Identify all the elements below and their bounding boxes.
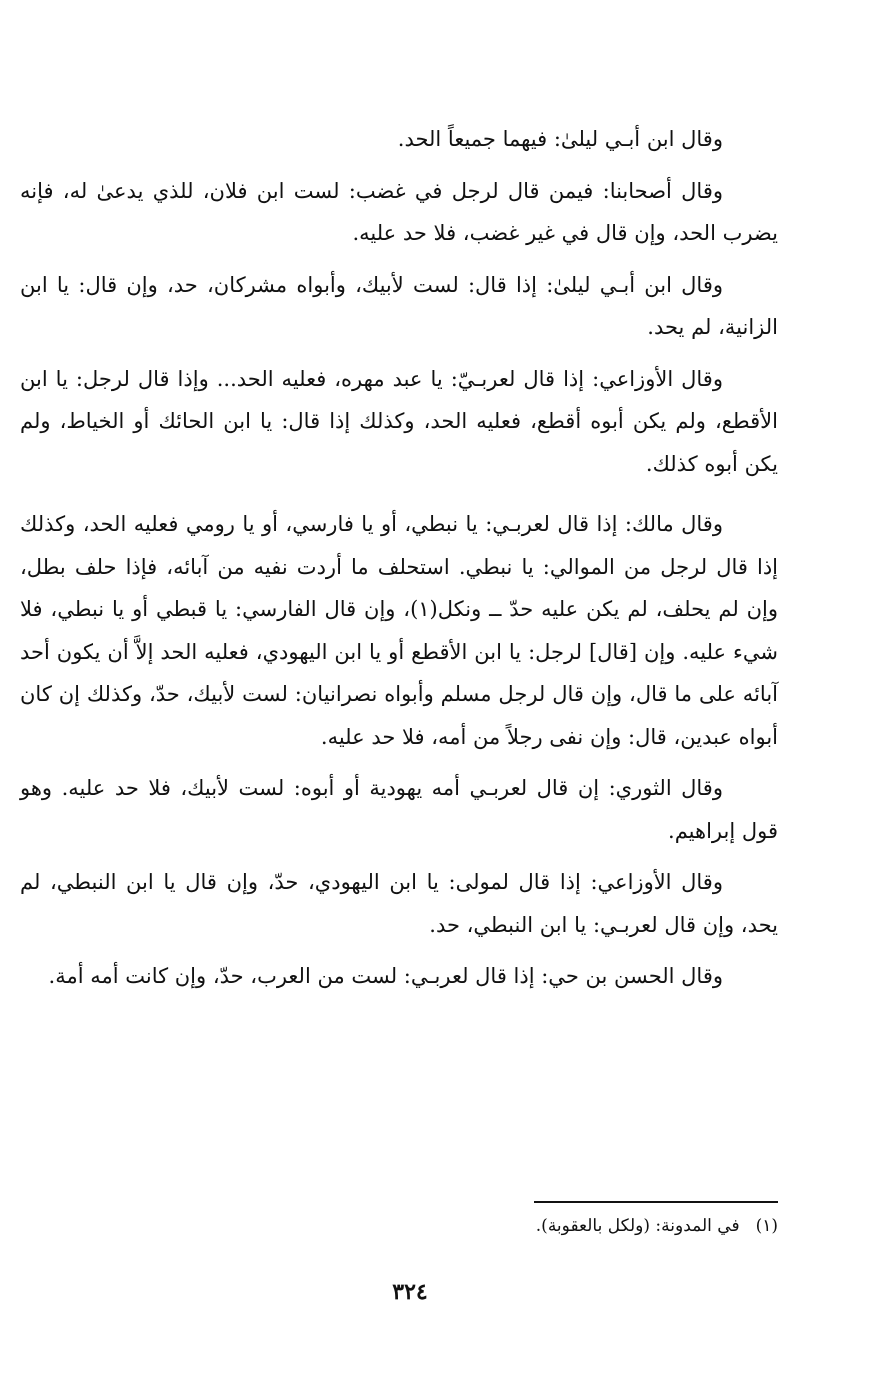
paragraph-3: وقال ابن أبـي ليلىٰ: إذا قال: لست لأبيك، وأبواه مشركان، حد، وإن قال: يا ابن الزانية، لم يحد. (20, 272, 778, 339)
footnote-number: (١) (755, 1216, 778, 1236)
paragraph-8: وقال الحسن بن حي: إذا قال لعربـي: لست من العرب، حدّ، وإن كانت أمه أمة. (48, 964, 723, 988)
paragraph-5: وقال مالك: إذا قال لعربـي: يا نبطي، أو يا فارسي، أو يا رومي فعليه الحد، وكذلك إذا قال لرجل من الموالي: يا نبطي. استحلف ما أردت نفيه من آبائه، فإذا حلف بطل، وإن لم يحلف، لم يكن عليه حدّ ــ ونكل(١)، وإن قال الفارسي: يا قبطي أو يا نبطي، فلا شيء عليه. وإن [قال] لرجل: يا ابن الأقطع أو يا ابن اليهودي، فعليه الحد إلاَّ أن يكون أحد آبائه على ما قال، وإن قال لرجل مسلم وأبواه نصرانيان: لست لأبيك، حدّ، وكذلك إن كان أبواه عبدين، قال: وإن نفى رجلاً من أمه، فلا حد عليه. (20, 512, 778, 749)
paragraph-6: وقال الثوري: إن قال لعربـي أمه يهودية أو أبوه: لست لأبيك، فلا حد عليه. وهو قول إبراهيم. (20, 776, 778, 843)
footnote-text: في المدونة: (ولكل بالعقوبة). (535, 1216, 740, 1236)
paragraph-4: وقال الأوزاعي: إذا قال لعربـيّ: يا عبد مهره، فعليه الحد... وإذا قال لرجل: يا ابن الأقطع، ولم يكن أبوه أقطع، فعليه الحد، وكذلك إذا قال: يا ابن الحائك أو الخياط، ولم يكن أبوه كذلك. (20, 366, 778, 476)
paragraph-1: وقال ابن أبـي ليلىٰ: فيهما جميعاً الحد. (397, 127, 723, 151)
paragraph-7: وقال الأوزاعي: إذا قال لمولى: يا ابن اليهودي، حدّ، وإن قال يا ابن النبطي، لم يحد، وإن قال لعربـي: يا ابن النبطي، حد. (20, 870, 778, 937)
page-number: ٣٢٤ (392, 1279, 428, 1305)
footnote (400, 1210, 778, 1242)
main-text (20, 118, 778, 1007)
paragraph-2: وقال أصحابنا: فيمن قال لرجل في غضب: لست ابن فلان، للذي يدعىٰ له، فإنه يضرب الحد، وإن قال في غير غضب، فلا حد عليه. (20, 178, 778, 245)
footnote-divider (534, 1201, 778, 1203)
